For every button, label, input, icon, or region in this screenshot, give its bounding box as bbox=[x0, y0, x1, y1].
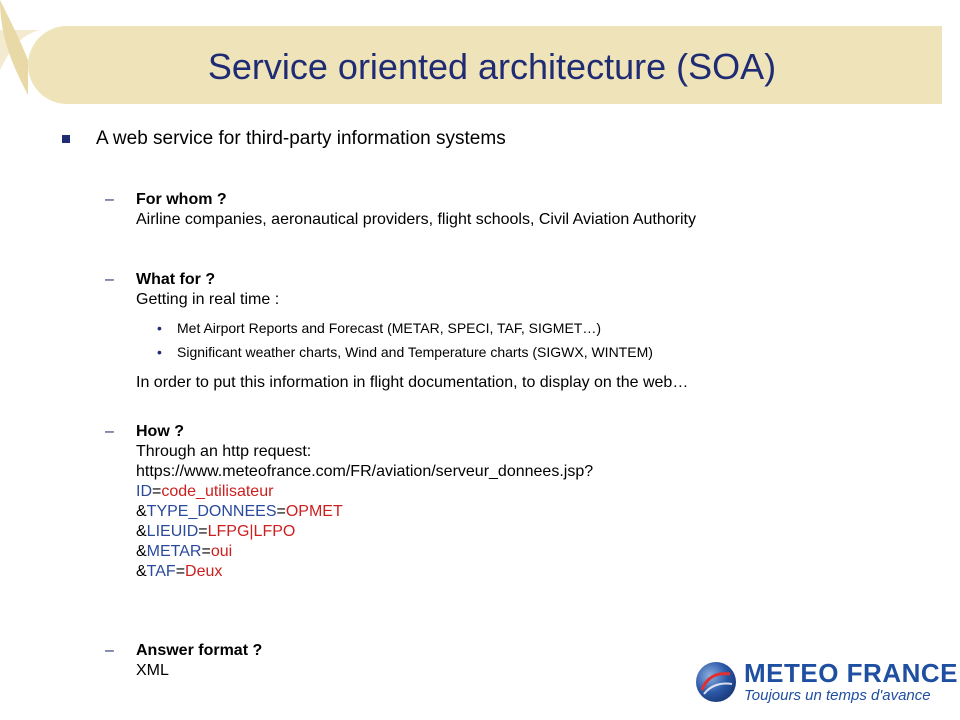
dash-bullet-icon: – bbox=[105, 642, 114, 659]
item-line: XML bbox=[136, 662, 169, 679]
request-param: &TAF=Deux bbox=[136, 563, 223, 580]
dash-bullet-icon: – bbox=[105, 191, 114, 208]
slide-title: Service oriented architecture (SOA) bbox=[207, 46, 777, 87]
item-heading: Answer format ? bbox=[136, 642, 263, 659]
item-line: Through an http request: bbox=[136, 443, 312, 460]
square-bullet-icon bbox=[62, 135, 70, 143]
item-heading: What for ? bbox=[136, 271, 216, 288]
logo-tagline: Toujours un temps d'avance bbox=[744, 687, 931, 704]
intro-bullet bbox=[60, 128, 506, 150]
item-line: Airline companies, aeronautical providers, flight schools, Civil Aviation Authority bbox=[136, 211, 696, 228]
dot-bullet-icon: • bbox=[157, 344, 162, 360]
request-param: &METAR=oui bbox=[136, 543, 233, 560]
item-heading: For whom ? bbox=[136, 191, 227, 208]
globe-logo-icon bbox=[694, 660, 738, 704]
request-param: &LIEUID=LFPG|LFPO bbox=[136, 523, 296, 540]
request-param: &TYPE_DONNEES=OPMET bbox=[136, 503, 343, 520]
dash-bullet-icon: – bbox=[105, 271, 114, 288]
intro-text: A web service for third-party information systems bbox=[96, 128, 506, 149]
item-note: In order to put this information in flight documentation, to display on the web… bbox=[136, 374, 689, 391]
request-param: ID=code_utilisateur bbox=[136, 483, 274, 500]
item-line: Getting in real time : bbox=[136, 291, 280, 308]
meteo-france-logo bbox=[694, 658, 958, 710]
item-heading: How ? bbox=[136, 423, 184, 440]
logo-name: METEO FRANCE bbox=[744, 658, 958, 688]
dash-bullet-icon: – bbox=[105, 423, 114, 440]
request-url: https://www.meteofrance.com/FR/aviation/serveur_donnees.jsp? bbox=[136, 463, 594, 480]
dot-bullet-icon: • bbox=[157, 320, 162, 336]
